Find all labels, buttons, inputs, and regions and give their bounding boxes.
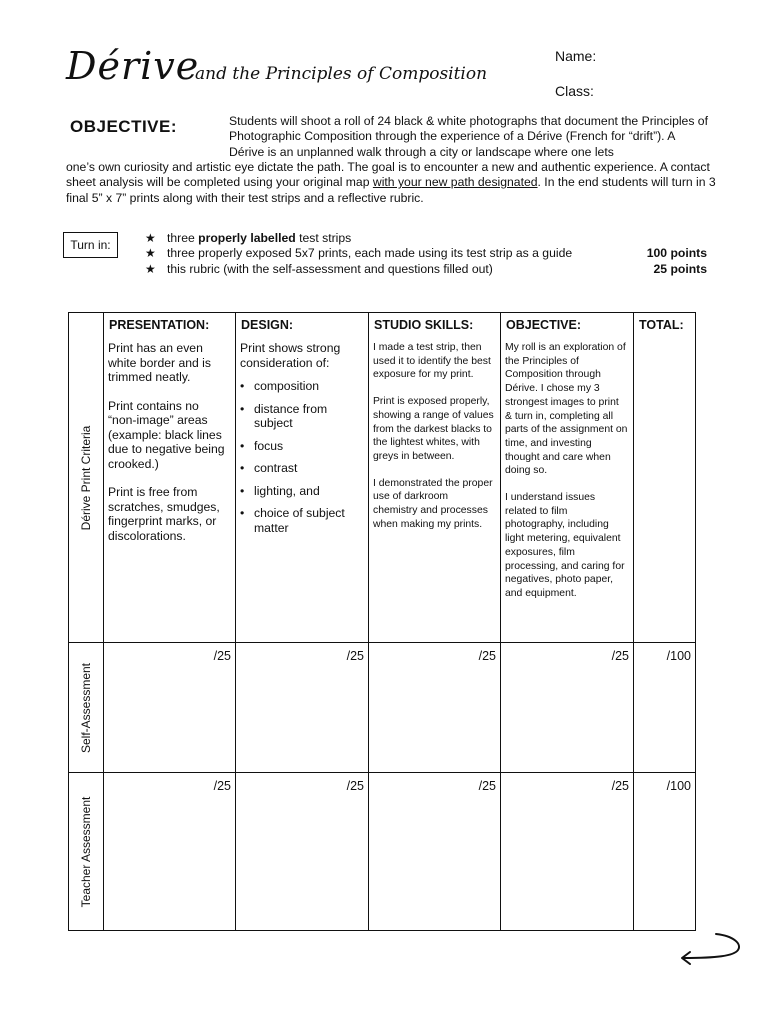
turn-in-item-points: 100 points	[646, 246, 707, 261]
presentation-criteria	[104, 339, 235, 543]
score-out-of-25: /25	[611, 779, 629, 793]
teacher-presentation-score[interactable]	[104, 773, 236, 931]
turn-in-item-points: 25 points	[653, 261, 707, 276]
turn-in-label: Turn in:	[70, 238, 111, 252]
row-label-criteria: Dérive Print Criteria	[79, 425, 93, 530]
teacher-objective-score[interactable]	[501, 773, 634, 931]
teacher-design-score[interactable]	[236, 773, 369, 931]
class-label: Class:	[555, 83, 594, 99]
curved-return-arrow-icon	[676, 928, 748, 972]
score-out-of-100: /100	[666, 649, 691, 663]
row-label-cell	[69, 643, 104, 773]
design-intro: Print shows strong consideration of:	[240, 341, 341, 370]
turn-in-list	[145, 230, 707, 277]
design-item: contrast	[254, 461, 298, 475]
studio-criterion: Print is exposed properly, showing a range of values from the darkest blacks to the lightest whites, with greys in between.	[373, 396, 494, 462]
turn-in-label-box	[63, 232, 118, 258]
objective-criteria	[501, 339, 633, 601]
studio-criterion: I demonstrated the proper use of darkroom chemistry and processes when making my prints.	[373, 477, 493, 530]
row-label-self: Self-Assessment	[79, 662, 93, 753]
name-label: Name:	[555, 48, 597, 64]
turn-in-item-text: this rubric (with the self-assessment and questions filled out)	[167, 261, 493, 276]
row-label-cell	[69, 773, 104, 931]
design-item: distance from subject	[254, 401, 328, 430]
header-studio: STUDIO SKILLS:	[374, 318, 474, 332]
objective-cell	[501, 313, 634, 643]
objective-text-end: . In the end students will turn in 3 final 5” x 7” prints along with their test strips and a reflective rubric.	[66, 175, 716, 205]
design-item: choice of subject matter	[254, 506, 345, 535]
score-out-of-25: /25	[213, 649, 231, 663]
list-item: • choice of subject matter	[240, 506, 363, 535]
turn-in-item-pre: three	[167, 230, 199, 245]
turn-in-item	[145, 261, 707, 277]
design-list	[240, 379, 363, 535]
turn-in-item	[145, 246, 707, 262]
score-out-of-100: /100	[666, 779, 691, 793]
list-item: • composition	[240, 379, 320, 393]
objective-criterion: My roll is an exploration of the Principles of Composition through Dérive. I chose my 3 strongest images to print & turn in, completing all parts of the assignment on time, and investing thought and care when doing so.	[505, 342, 628, 477]
objective-text-first: Students will shoot a roll of 24 black & white photographs that document the Principles of Photographic Composition through the experience of a Dérive (French for “drift”). A Dérive is an unplanned walk through a city or landscape where one lets	[229, 114, 708, 159]
self-studio-score[interactable]	[369, 643, 501, 773]
design-criteria	[236, 339, 368, 535]
teacher-studio-score[interactable]	[369, 773, 501, 931]
teacher-total-score[interactable]	[634, 773, 696, 931]
objective-heading: OBJECTIVE:	[70, 117, 178, 136]
title-derive: Dérive	[66, 44, 200, 88]
design-item: focus	[254, 438, 284, 453]
list-item: • focus	[240, 438, 284, 453]
list-item: • distance from subject	[240, 402, 363, 431]
turn-in-item-text	[167, 231, 597, 245]
header-total: TOTAL:	[639, 318, 684, 332]
turn-in-item	[145, 230, 707, 246]
header-design: DESIGN:	[241, 318, 294, 332]
header-objective: OBJECTIVE:	[506, 318, 582, 332]
score-out-of-25: /25	[213, 779, 231, 793]
criteria-row	[69, 313, 696, 643]
star-icon: ★	[145, 261, 156, 276]
studio-criteria	[369, 339, 500, 531]
self-presentation-score[interactable]	[104, 643, 236, 773]
self-design-score[interactable]	[236, 643, 369, 773]
design-item: lighting, and	[254, 483, 320, 498]
studio-criterion: I made a test strip, then used it to identify the best exposure for my print.	[373, 342, 491, 381]
list-item: • contrast	[240, 461, 298, 475]
row-label-teacher: Teacher Assessment	[79, 796, 93, 907]
row-label-cell	[69, 313, 104, 643]
objective-text-cont: one’s own curiosity and artistic eye dictate the path. The goal is to encounter a new and authentic experience. A contact sheet analysis will be completed using your original map	[66, 160, 710, 190]
self-objective-score[interactable]	[501, 643, 634, 773]
turn-in-item-post: test strips	[295, 230, 352, 245]
star-icon: ★	[145, 246, 156, 261]
objective-text-continued	[66, 160, 716, 206]
score-out-of-25: /25	[346, 779, 364, 793]
objective-criterion: I understand issues related to film photography, including light metering, equivalent exposures, film processing, and caring for negatives, photo paper, and equipment.	[505, 492, 625, 599]
objective-text-underlined: with your new path designated	[372, 175, 538, 190]
presentation-cell	[104, 313, 236, 643]
rubric-table	[68, 312, 696, 931]
header-presentation: PRESENTATION:	[109, 318, 210, 332]
self-assessment-row	[69, 643, 696, 773]
turn-in-item-bold: properly labelled	[198, 230, 296, 245]
design-item: composition	[254, 379, 320, 393]
score-out-of-25: /25	[478, 779, 496, 793]
teacher-assessment-row	[69, 773, 696, 931]
score-out-of-25: /25	[346, 649, 364, 663]
score-out-of-25: /25	[611, 649, 629, 663]
design-cell	[236, 313, 369, 643]
score-out-of-25: /25	[478, 649, 496, 663]
self-total-score[interactable]	[634, 643, 696, 773]
turn-in-item-text: three properly exposed 5x7 prints, each made using its test strip as a guide	[167, 246, 573, 261]
total-cell	[634, 313, 696, 643]
presentation-criterion: Print is free from scratches, smudges, fingerprint marks, or discolorations.	[108, 485, 220, 543]
star-icon: ★	[145, 230, 156, 245]
title-subtitle: and the Principles of Composition	[195, 64, 488, 84]
studio-cell	[369, 313, 501, 643]
presentation-criterion: Print contains no “non-image” areas (example: black lines due to negative being crooked.)	[108, 398, 225, 471]
presentation-criterion: Print has an even white border and is trimmed neatly.	[108, 341, 211, 384]
list-item: • lighting, and	[240, 483, 320, 498]
